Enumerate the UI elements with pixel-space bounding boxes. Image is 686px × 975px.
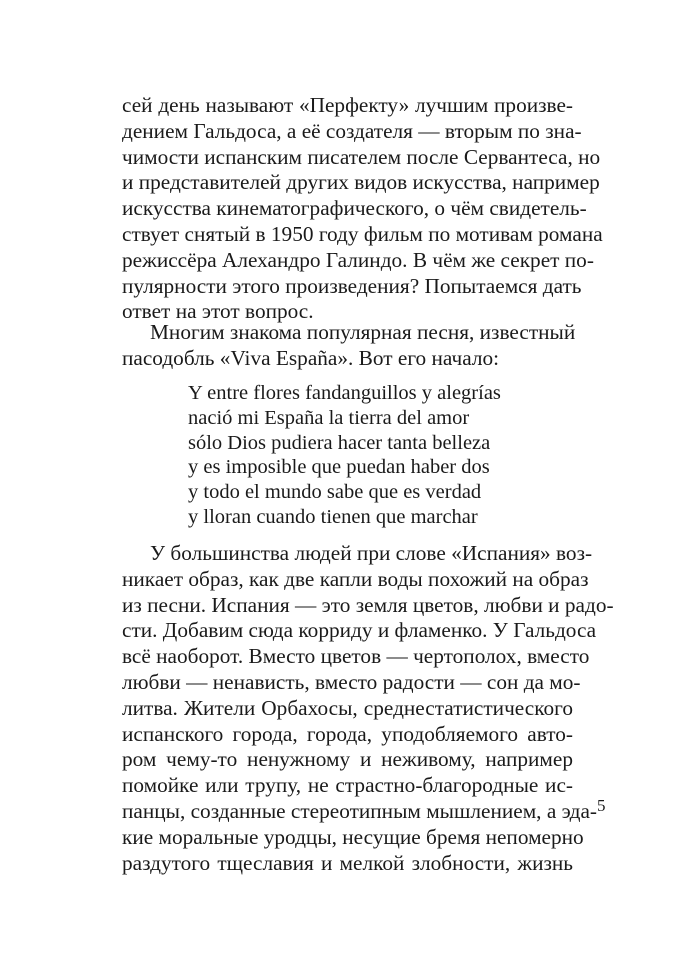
text-line: сти. Добавим сюда корриду и фламенко. У Гальдоса <box>122 618 597 643</box>
text-line: из песни. Испания — это земля цветов, любви и радо- <box>122 592 614 617</box>
text-line: испанского города, города, уподобляемого авто- <box>122 721 573 746</box>
text-line: помойке или трупу, не страстно-благородные ис- <box>122 773 573 798</box>
text-line: пасодобль «Viva España». Вот его начало: <box>122 345 500 370</box>
verse-line: Y entre flores fandanguillos y alegrías <box>188 382 501 404</box>
text-line: никает образ, как две капли воды похожий на образ <box>122 566 589 591</box>
text-line: любви — ненависть, вместо радости — сон да мо- <box>122 669 581 694</box>
verse-line: nació mi España la tierra del amor <box>188 406 470 429</box>
text-line: всё наоборот. Вместо цветов — чертополох, вместо <box>122 644 590 669</box>
verse-line: y es imposible que puedan haber dos <box>188 456 490 479</box>
verse-line: y lloran cuando tienen que marchar <box>188 505 478 528</box>
text-line: панцы, созданные стереотипным мышлением, а эда- <box>122 798 598 823</box>
verse-line: y todo el mundo sabe que es verdad <box>188 481 482 504</box>
text-line: режиссёра Алехандро Галиндо. В чём же секрет по- <box>122 247 594 272</box>
song-verse <box>188 381 501 530</box>
page-number: 5 <box>597 796 606 815</box>
paragraph-spain-image <box>122 566 614 877</box>
paragraph-song-intro-first-line <box>150 320 576 346</box>
text-line: и представителей других видов искусства, например <box>122 170 600 195</box>
text-line: Многим знакома популярная песня, известный <box>150 320 576 344</box>
text-line: искусства кинематографического, о чём свидетель- <box>122 196 587 221</box>
verse-line: sólo Dios pudiera hacer tanta belleza <box>188 431 491 454</box>
paragraph-spain-image-first-line <box>150 541 593 567</box>
text-line: литва. Жители Орбахосы, среднестатистического <box>122 695 573 720</box>
text-line: чимости испанским писателем после Сервантеса, но <box>122 144 601 169</box>
text-line: ответ на этот вопрос. <box>122 299 314 324</box>
text-line: кие моральные уродцы, несущие бремя непомерно <box>122 824 584 849</box>
text-line: сей день называют «Перфекту» лучшим произве- <box>122 93 573 117</box>
text-line: пулярности этого произведения? Попытаемся дать <box>122 273 582 298</box>
paragraph-song-intro-rest <box>122 346 573 372</box>
text-line: ром чему-то ненужному и неживому, например <box>122 747 573 772</box>
text-line: дением Гальдоса, а её создателя — вторым по зна- <box>122 118 582 143</box>
text-line: раздутого тщеславия и мелкой злобности, жизнь <box>122 850 573 875</box>
paragraph-continuation <box>122 93 603 325</box>
text-line: ствует снятый в 1950 году фильм по мотивам романа <box>122 221 603 246</box>
text-line: У большинства людей при слове «Испания» воз- <box>150 541 593 565</box>
